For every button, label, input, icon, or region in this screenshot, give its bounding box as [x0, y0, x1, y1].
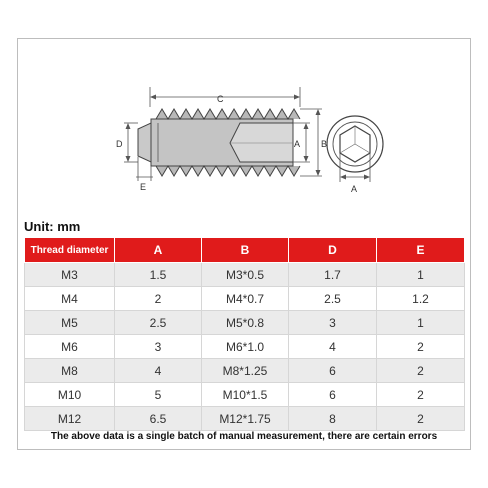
- cell-e: 1.2: [377, 287, 465, 311]
- cell-b: M5*0.8: [202, 311, 289, 335]
- cell-thread: M12: [25, 407, 115, 431]
- cell-b: M4*0.7: [202, 287, 289, 311]
- cell-a: 5: [115, 383, 202, 407]
- table-header-row: [25, 238, 465, 263]
- cell-b: M6*1.0: [202, 335, 289, 359]
- header-d: D: [289, 238, 377, 263]
- cell-e: 2: [377, 407, 465, 431]
- cell-d: 6: [289, 383, 377, 407]
- cell-b: M8*1.25: [202, 359, 289, 383]
- table-row: [25, 311, 465, 335]
- dimension-a-label: A: [294, 139, 301, 149]
- header-b: B: [202, 238, 289, 263]
- cell-d: 3: [289, 311, 377, 335]
- cell-d: 6: [289, 359, 377, 383]
- dimension-b-label: B: [321, 139, 328, 149]
- cell-thread: M4: [25, 287, 115, 311]
- end-view-dimension-a-label: A: [351, 184, 358, 194]
- header-e: E: [377, 238, 465, 263]
- dimension-c-label: C: [217, 94, 224, 104]
- measurement-footnote: The above data is a single batch of manual measurement, there are certain errors: [50, 431, 438, 442]
- cell-b: M3*0.5: [202, 263, 289, 287]
- cell-e: 2: [377, 383, 465, 407]
- dimension-e-label: E: [140, 182, 147, 192]
- cell-e: 2: [377, 335, 465, 359]
- cell-e: 1: [377, 311, 465, 335]
- table-row: [25, 383, 465, 407]
- spec-sheet: [17, 38, 471, 450]
- cell-a: 2.5: [115, 311, 202, 335]
- cell-e: 2: [377, 359, 465, 383]
- cell-d: 2.5: [289, 287, 377, 311]
- unit-label: Unit: mm: [24, 219, 81, 234]
- table-row: [25, 407, 465, 431]
- cell-thread: M6: [25, 335, 115, 359]
- spec-table: [24, 237, 465, 431]
- set-screw-technical-drawing: [18, 39, 470, 211]
- cell-e: 1: [377, 263, 465, 287]
- cell-a: 6.5: [115, 407, 202, 431]
- cell-d: 8: [289, 407, 377, 431]
- table-row: [25, 359, 465, 383]
- cell-thread: M8: [25, 359, 115, 383]
- table-row: [25, 263, 465, 287]
- cell-a: 3: [115, 335, 202, 359]
- cell-thread: M10: [25, 383, 115, 407]
- dimension-d-label: D: [116, 139, 123, 149]
- cell-a: 1.5: [115, 263, 202, 287]
- cell-d: 4: [289, 335, 377, 359]
- header-a: A: [115, 238, 202, 263]
- cell-a: 4: [115, 359, 202, 383]
- header-thread-diameter: Thread diameter: [25, 238, 115, 263]
- cell-b: M10*1.5: [202, 383, 289, 407]
- cell-d: 1.7: [289, 263, 377, 287]
- cell-thread: M3: [25, 263, 115, 287]
- table-row: [25, 287, 465, 311]
- cell-b: M12*1.75: [202, 407, 289, 431]
- cell-a: 2: [115, 287, 202, 311]
- table-row: [25, 335, 465, 359]
- cell-thread: M5: [25, 311, 115, 335]
